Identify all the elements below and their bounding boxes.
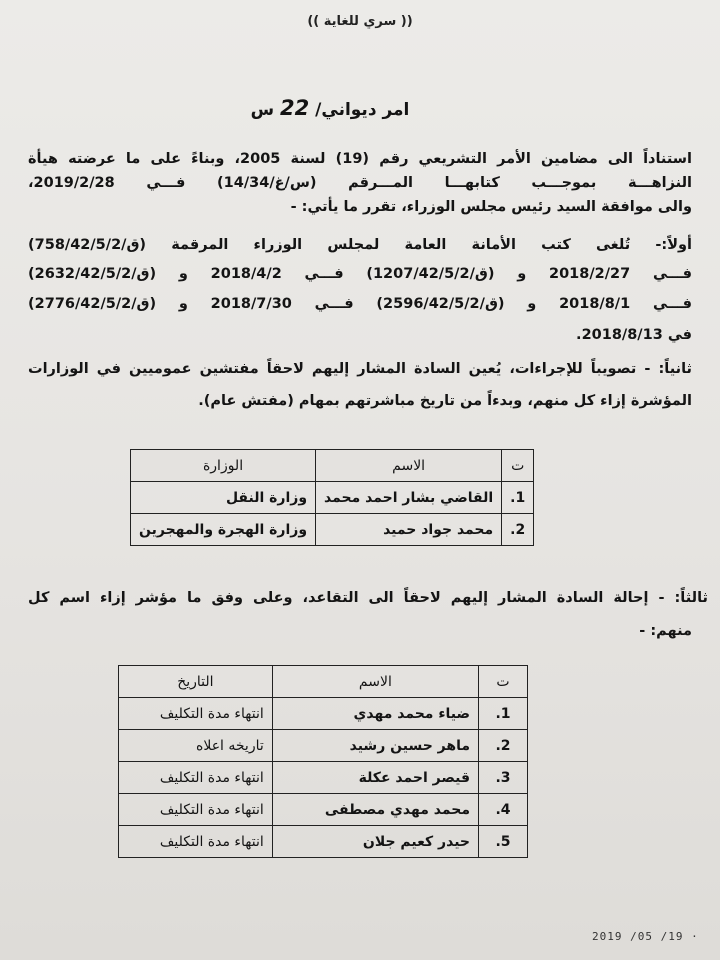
order-title-label: امر ديواني/ [315, 100, 410, 120]
item1-line-3: فـــي 2018/8/1 و (ق/2596/42/5/2) فـــي 2018/7/30 و (ق/2776/42/5/2) [28, 296, 692, 312]
table-row [119, 762, 528, 794]
preamble-line-3: والى موافقة السيد رئيس مجلس الوزراء، تقرر ما يأتي: - [290, 199, 692, 215]
item1-line-4: في 2018/8/13. [576, 327, 692, 343]
row-number: 1. [479, 698, 528, 730]
table-row [119, 826, 528, 858]
row-number: 2. [479, 730, 528, 762]
table-row [131, 514, 534, 546]
row-name: قيصر احمد عكلة [272, 762, 478, 794]
row-date: انتهاء مدة التكليف [119, 826, 273, 858]
col-number-header: ت [502, 450, 534, 482]
order-suffix: س [250, 100, 275, 120]
table-row [119, 794, 528, 826]
row-ministry: وزارة النقل [131, 482, 316, 514]
row-date: تاريخه اعلاه [119, 730, 273, 762]
row-number: 3. [479, 762, 528, 794]
date-stamp: 2019 /05 /19 · [592, 930, 699, 943]
item1-line-1: أولاً:- تُلغى كتب الأمانة العامة لمجلس الوزراء المرقمة (ق/758/42/5/2) [28, 237, 692, 253]
item3-line-1: ثالثاً: - إحالة السادة المشار إليهم لاحقاً الى التقاعد، وعلى وفق ما مؤشر إزاء اسم كل [28, 590, 708, 606]
item3-line-2: منهم: - [639, 623, 692, 639]
table-row [119, 698, 528, 730]
row-date: انتهاء مدة التكليف [119, 698, 273, 730]
item1-line-2: فـــي 2018/2/27 و (ق/1207/42/5/2) فـــي 2018/4/2 و (ق/2632/42/5/2) [28, 266, 692, 282]
classification-header: (( سري للغاية )) [307, 14, 413, 29]
row-ministry: وزارة الهجرة والمهجرين [131, 514, 316, 546]
row-date: انتهاء مدة التكليف [119, 762, 273, 794]
row-name: ضياء محمد مهدي [272, 698, 478, 730]
row-name: محمد مهدي مصطفى [272, 794, 478, 826]
row-name: ماهر حسين رشيد [272, 730, 478, 762]
row-name: محمد جواد حميد [316, 514, 502, 546]
table-header-row [131, 450, 534, 482]
order-title [200, 96, 460, 120]
col-name-header: الاسم [316, 450, 502, 482]
row-date: انتهاء مدة التكليف [119, 794, 273, 826]
item2-line-1: ثانياً: - تصويباً للإجراءات، يُعين السادة المشار إليهم لاحقاً مفتشين عموميين في الوزارات [28, 361, 692, 377]
row-number: 4. [479, 794, 528, 826]
row-name: حيدر كعيم جلان [272, 826, 478, 858]
preamble-line-2: النزاهـــة بموجـــب كتابهـــا المـــرقم (س/غ/14/34) فـــي 2019/2/28، [28, 175, 692, 191]
row-number: 2. [502, 514, 534, 546]
retirement-table [118, 665, 528, 858]
row-number: 1. [502, 482, 534, 514]
col-date-header: التاريخ [119, 666, 273, 698]
col-number-header: ت [479, 666, 528, 698]
col-ministry-header: الوزارة [131, 450, 316, 482]
order-number: 22 [280, 96, 310, 120]
table-row [131, 482, 534, 514]
table-row [119, 730, 528, 762]
preamble-line-1: استناداً الى مضامين الأمر التشريعي رقم (19) لسنة 2005، وبناءً على ما عرضته هيأة [28, 151, 692, 167]
row-number: 5. [479, 826, 528, 858]
item2-line-2: المؤشرة إزاء كل منهم، وبدءاً من تاريخ مباشرتهم بمهام (مفتش عام). [198, 393, 692, 409]
table-header-row [119, 666, 528, 698]
row-name: القاضي بشار احمد محمد [316, 482, 502, 514]
appointments-table [130, 449, 534, 546]
col-name-header: الاسم [272, 666, 478, 698]
